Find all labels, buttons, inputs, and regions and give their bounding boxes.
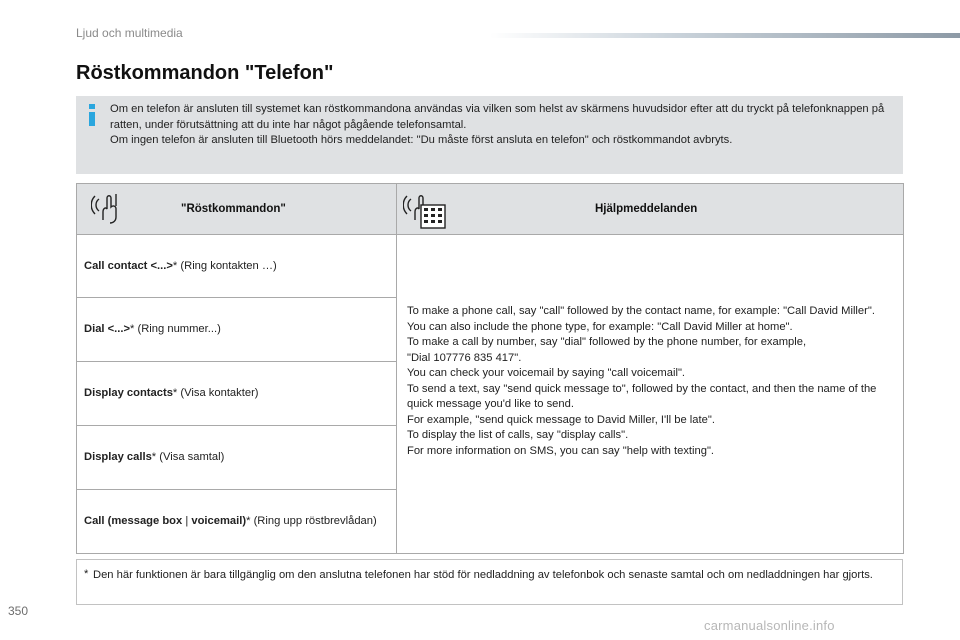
help-line: To display the list of calls, say "display calls".: [407, 429, 629, 441]
command-name: Call (message box: [84, 515, 183, 527]
command-row: [77, 362, 396, 426]
voice-help-keypad-icon: [403, 190, 447, 230]
command-translation: (Visa samtal): [156, 451, 225, 463]
column-header-commands: "Röstkommandon": [181, 203, 286, 215]
help-line: To make a call by number, say "dial" followed by the phone number, for example,: [407, 336, 807, 348]
help-line: To send a text, say "send quick message to", followed by the contact, and then the name of the quick message you'd like to send.: [407, 382, 877, 410]
info-paragraph-1: Om en telefon är ansluten till systemet kan röstkommandona användas via vilken som helst av skärmens huvudsidor efter att du tryckt på telefonknappen på ratten, under förutsättning att du inte har något pågående telefonsamtal.: [110, 103, 885, 131]
voice-command-table: [76, 183, 904, 554]
command-row: [77, 298, 396, 362]
command-name: Display calls: [84, 451, 152, 463]
footnote-text: Den här funktionen är bara tillgänglig om den anslutna telefonen har stöd för nedladdning av telefonbok och senaste samtal och om nedladdningen har gjorts.: [93, 569, 873, 581]
help-line: You can also include the phone type, for example: "Call David Miller at home".: [407, 320, 793, 333]
command-name-alt: voicemail): [191, 515, 247, 527]
help-line: You can check your voicemail by saying "call voicemail".: [407, 367, 686, 379]
command-separator: |: [182, 515, 192, 527]
header-decor-line: [490, 33, 960, 38]
page-title: Röstkommandon "Telefon": [76, 62, 334, 84]
footnote-box: [76, 559, 903, 605]
footnote-mark: *: [151, 451, 157, 463]
voice-command-hand-icon: [91, 190, 121, 224]
section-header-label: Ljud och multimedia: [76, 26, 183, 40]
command-row: [77, 235, 396, 298]
info-box: [76, 96, 903, 174]
watermark: carmanualsonline.info: [704, 618, 835, 633]
help-line: To make a phone call, say "call" followed by the contact name, for example: "Call David Miller".: [407, 305, 875, 317]
command-row: [77, 426, 396, 490]
command-translation: (Visa kontakter): [177, 387, 259, 399]
info-icon: [86, 104, 98, 126]
page-number: 350: [8, 604, 29, 618]
command-translation: (Ring kontakten …): [177, 259, 277, 272]
command-name: Call contact <...>: [84, 259, 173, 272]
footnote-marker: *: [84, 568, 89, 580]
column-header-help: Hjälpmeddelanden: [595, 203, 698, 215]
info-paragraph-2: Om ingen telefon är ansluten till Bluetooth hörs meddelandet: "Du måste först ansluta en telefon" och röstkommandot avbryts.: [110, 134, 733, 146]
footnote-mark: *: [172, 259, 178, 272]
info-text: [110, 102, 890, 149]
table-header: [77, 184, 903, 235]
command-row: [77, 490, 396, 553]
help-line: "Dial 107776 835 417".: [407, 351, 522, 364]
footnote-mark: *: [246, 515, 251, 527]
help-line: For more information on SMS, you can say "help with texting".: [407, 444, 715, 457]
command-translation: (Ring upp röstbrevlådan): [250, 515, 377, 527]
command-name: Dial <...>: [84, 323, 131, 335]
command-name: Display contacts: [84, 387, 173, 399]
command-translation: (Ring nummer...): [134, 323, 221, 335]
footnote-mark: *: [172, 387, 178, 399]
help-line: For example, "send quick message to David Miller, I'll be late".: [407, 413, 715, 426]
column-divider: [396, 184, 397, 553]
help-messages: [407, 304, 892, 459]
footnote-mark: *: [130, 323, 135, 335]
